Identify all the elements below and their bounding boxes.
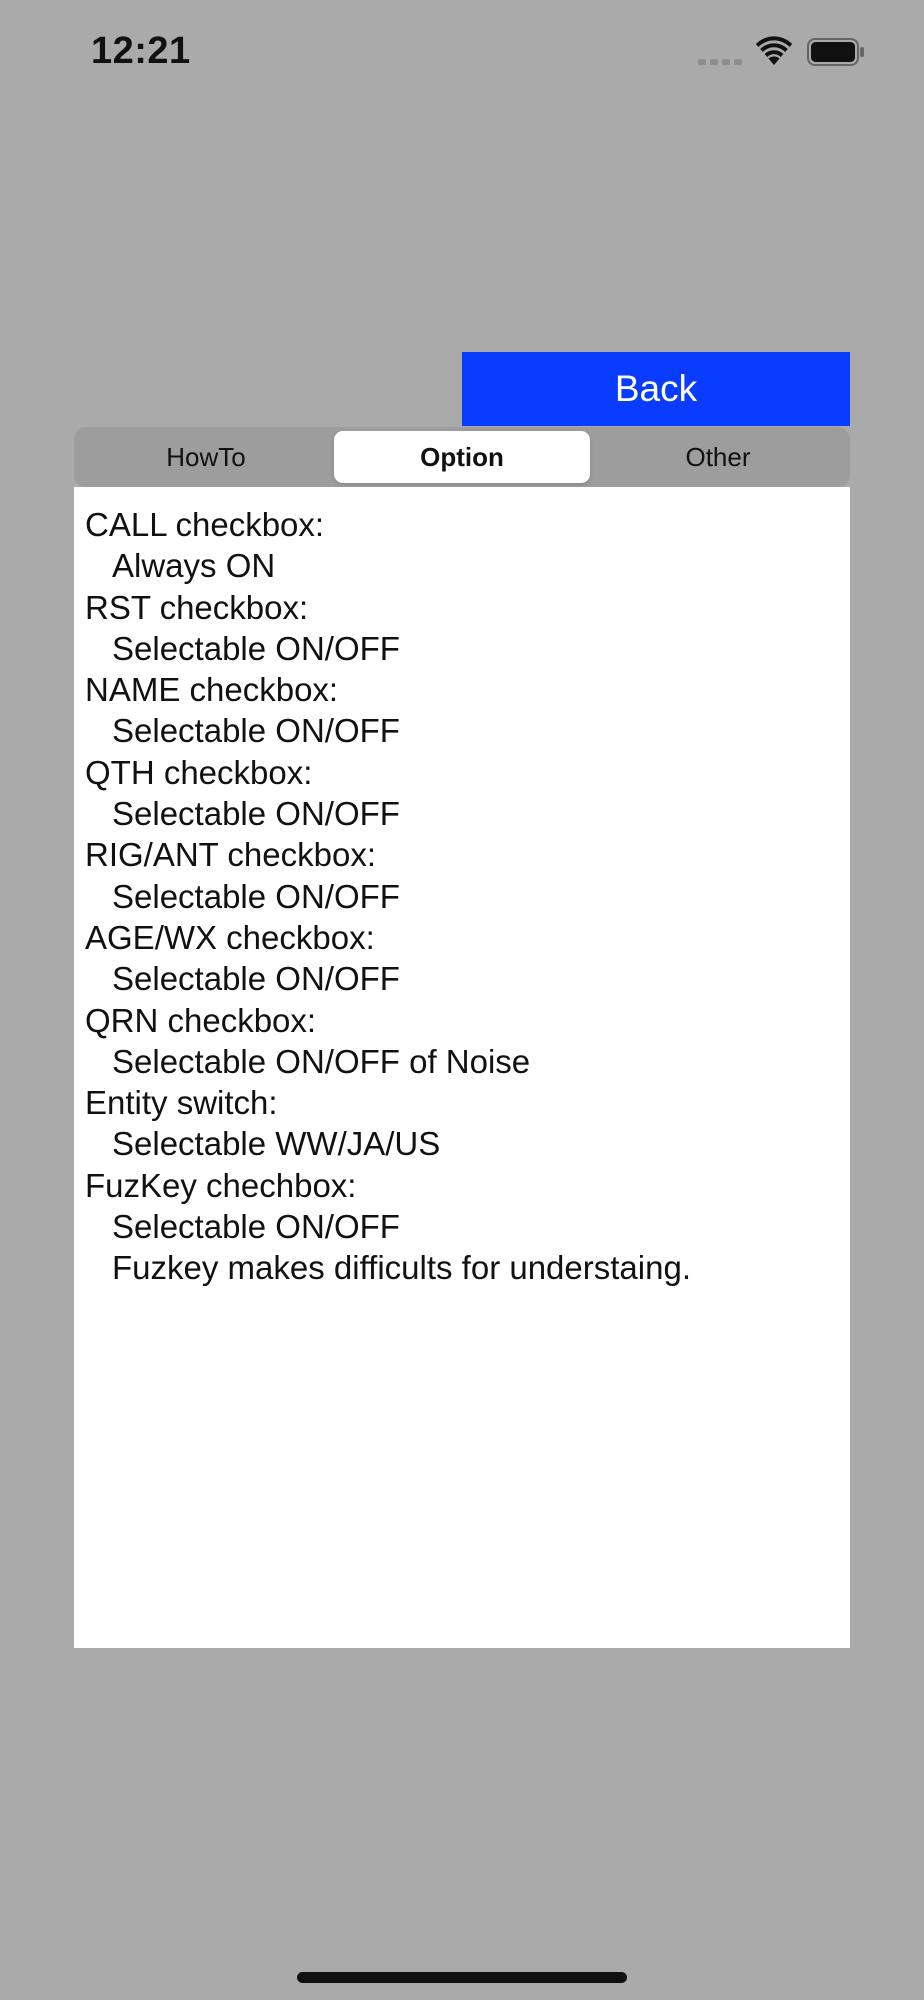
content-line: Selectable WW/JA/US — [112, 1125, 441, 1163]
content-line: AGE/WX checkbox: — [85, 918, 375, 956]
tab-option[interactable]: Option — [334, 431, 590, 483]
content-text-view[interactable] — [74, 487, 850, 1648]
content-line: Fuzkey makes difficults for understaing. — [112, 1249, 691, 1287]
content-line: Selectable ON/OFF of Noise — [112, 1042, 531, 1080]
status-bar — [0, 0, 924, 110]
content-line: FuzKey chechbox: — [85, 1166, 357, 1204]
content-line: QTH checkbox: — [85, 753, 313, 791]
signal-icon — [698, 57, 742, 67]
back-button[interactable]: Back — [462, 352, 850, 426]
content-line: CALL checkbox: — [85, 506, 325, 543]
home-indicator — [297, 1972, 627, 1983]
tab-howto[interactable]: HowTo — [166, 441, 246, 472]
content-line: NAME checkbox: — [85, 671, 339, 709]
content-line: Selectable ON/OFF — [112, 877, 400, 915]
battery-icon — [807, 38, 865, 66]
content-line: Selectable ON/OFF — [112, 960, 400, 998]
content-line: Selectable ON/OFF — [112, 629, 400, 667]
content-line: RIG/ANT checkbox: — [85, 836, 376, 874]
wifi-icon — [755, 36, 793, 66]
content-line: QRN checkbox: — [85, 1001, 317, 1039]
content-line: Selectable ON/OFF — [112, 1208, 400, 1246]
content-line: Entity switch: — [85, 1084, 278, 1122]
segmented-control — [74, 427, 850, 487]
content-line: Selectable ON/OFF — [112, 712, 400, 750]
content-line: Selectable ON/OFF — [112, 795, 400, 833]
content-line: RST checkbox: — [85, 588, 309, 626]
status-time: 12:21 — [91, 30, 191, 72]
content-line: Always ON — [112, 547, 276, 585]
tab-other[interactable]: Other — [685, 441, 751, 472]
